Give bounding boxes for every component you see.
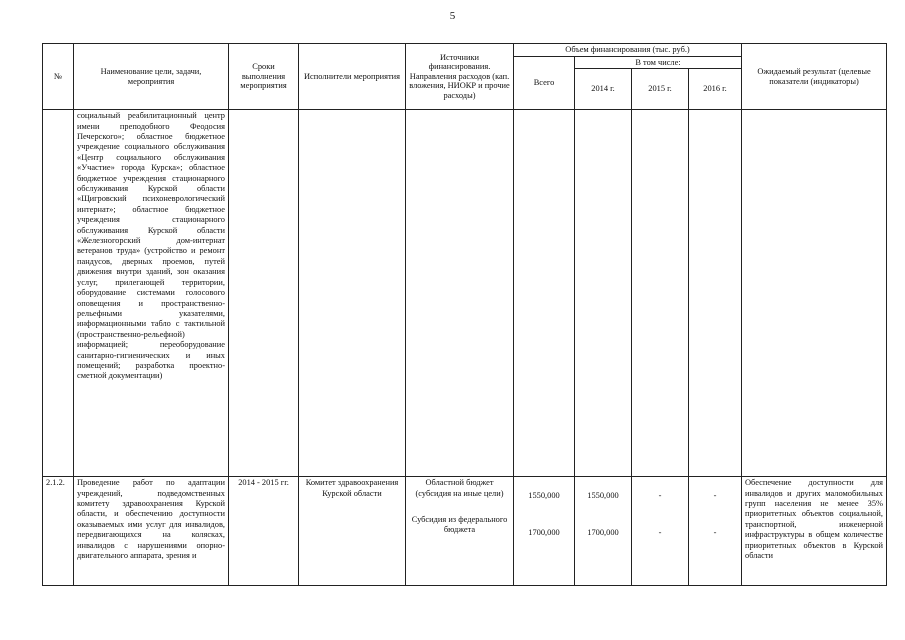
row-212-2015-1: -	[658, 491, 662, 501]
col-including-header: В том числе:	[575, 56, 742, 69]
row-212-2014	[575, 477, 632, 586]
row-212-name: Проведение работ по адаптации учреждений, подведомственных комитету здравоохранения Курской области, и обеспечению доступности оказываемых ими услуг для инвалидов, передвигающихся на колясках, инвалидов с нарушениями опорно-двигательного аппарата, зрения и	[74, 477, 229, 586]
row-212-source-1: Областной бюджет (субсидия на иные цели)	[415, 478, 504, 498]
col-2014-header: 2014 г.	[575, 69, 632, 110]
row-212-total-1: 1550,000	[528, 491, 560, 501]
row-212-sources	[406, 477, 514, 586]
col-total-header: Всего	[514, 56, 575, 110]
row-212-2014-2: 1700,000	[587, 527, 619, 537]
table-row-2-1-2	[43, 477, 887, 586]
row-212-2014-1: 1550,000	[587, 491, 619, 501]
row-212-2016	[689, 477, 742, 586]
row-212-executor: Комитет здравоохранения Курской области	[299, 477, 406, 586]
header-row-1	[43, 44, 887, 57]
row-212-source-2: Субсидия из федерального бюджета	[411, 515, 508, 535]
col-name-header: Наименование цели, задачи, мероприятия	[74, 44, 229, 110]
row-212-total-2: 1700,000	[528, 527, 560, 537]
row-continued-name: социальный реабилитационный центр имени преподобного Феодосия Печерского»; областное бюджетное учреждение социального обслуживания «Центр социального обслуживания «Участие» города Курска»; областное бюджетное учреждения стационарного обслуживания Курской области «Щигровский психоневрологический интернат»; областное бюджетное учреждения стационарного обслуживания Курской области «Железногорский дом-интернат ветеранов труда» (устройство и ремонт пандусов, дверных проемов, путей движения внутри зданий, зон оказания услуг, прилегающей территории, оборудование системами голосового оповещения и пространственно-рельефными указателями, информационными табло с тактильной (пространственно-рельефной) информацией; переоборудование санитарно-гигиенических и иных помещений; разработка проектно-сметной документации)	[74, 110, 229, 477]
col-sources-header: Источники финансирования. Направления расходов (кап. вложения, НИОКР и прочие расходы)	[406, 44, 514, 110]
row-212-result: Обеспечение доступности для инвалидов и других маломобильных групп населения не менее 35% приоритетных объектов социальной, транспортной, инженерной инфраструктуры в общем количестве приоритетных объектов в Курской области	[742, 477, 887, 586]
row-212-2015-2: -	[658, 527, 662, 537]
col-terms-header: Сроки выполнения мероприятия	[229, 44, 299, 110]
table-row-continued	[43, 110, 887, 477]
row-212-2015	[632, 477, 689, 586]
row-212-no: 2.1.2.	[43, 477, 74, 586]
row-212-2016-1: -	[713, 491, 717, 501]
col-executors-header: Исполнители мероприятия	[299, 44, 406, 110]
page-number: 5	[449, 10, 456, 22]
col-2016-header: 2016 г.	[689, 69, 742, 110]
row-212-terms: 2014 - 2015 гг.	[229, 477, 299, 586]
col-result-header: Ожидаемый результат (целевые показатели (индикаторы)	[742, 44, 887, 110]
col-2015-header: 2015 г.	[632, 69, 689, 110]
row-212-total	[514, 477, 575, 586]
col-volume-header: Объем финансирования (тыс. руб.)	[514, 44, 742, 57]
row-212-2016-2: -	[713, 527, 717, 537]
col-no-header: №	[43, 44, 74, 110]
program-table	[42, 43, 887, 586]
